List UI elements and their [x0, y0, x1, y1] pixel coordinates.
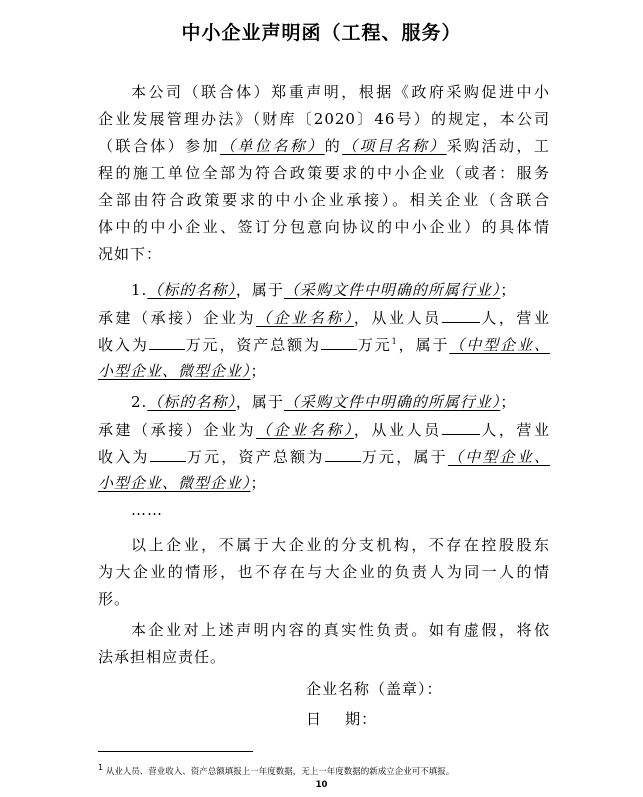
footnote — [98, 765, 454, 777]
para3-line-2: 法承担相应责任。 — [98, 648, 227, 666]
signature-date: 日 期： — [306, 710, 378, 728]
item-text: 万元，资产总额为 — [185, 448, 325, 466]
unit-name-field: （单位名称） — [220, 137, 325, 155]
intro-text: 的 — [324, 137, 343, 155]
subject-name-field: （标的名称） — [147, 281, 236, 299]
intro-line-2: 企业发展管理办法》（财库〔2020〕46号）的规定，本公司 — [98, 110, 550, 128]
signature-company: 企业名称（盖章）： — [306, 680, 443, 698]
item-text: ，从业人员 — [353, 421, 442, 439]
footnote-mark: 1 — [98, 763, 104, 773]
page-title: 中小企业声明函（工程、服务） — [181, 22, 462, 44]
item-text: 万元 — [360, 448, 397, 466]
subject-name-field: （标的名称） — [147, 393, 236, 411]
item-text: 人，营业 — [479, 421, 550, 439]
revenue-blank — [149, 334, 185, 350]
item-2-line-4 — [98, 473, 550, 493]
item-number: 2. — [131, 393, 148, 411]
staff-count-blank — [442, 307, 480, 323]
item-text: ，属于 — [396, 448, 448, 466]
enterprise-type-field: 小型企业、微型企业） — [98, 474, 251, 492]
item-text: 收入为 — [98, 336, 149, 354]
para3-line-1: 本企业对上述声明内容的真实性负责。如有虚假，将依 — [131, 621, 550, 639]
intro-line-5: 全部由符合政策要求的中小企业承接）。相关企业（含联合 — [98, 191, 550, 209]
item-text: 承建（承接）企业为 — [98, 309, 257, 327]
item-2-line-3 — [98, 446, 550, 467]
ellipsis: …… — [131, 501, 163, 519]
footnote-text: 从业人员、营业收入、资产总额填报上一年度数据，无上一年度数据的新成立企业可不填报。 — [103, 767, 455, 777]
intro-text: （联合体）参加 — [98, 137, 221, 155]
intro-line-3 — [98, 136, 550, 156]
item-number: 1. — [131, 281, 148, 299]
item-text: ； — [250, 474, 267, 492]
item-text: 收入为 — [98, 448, 150, 466]
industry-field: （采购文件中明确的所属行业） — [283, 393, 501, 411]
item-text: 人，营业 — [479, 309, 550, 327]
item-text: ，从业人员 — [353, 309, 442, 327]
item-text: ； — [500, 393, 517, 411]
item-text: ； — [500, 281, 517, 299]
page-number: 10 — [315, 780, 328, 790]
intro-line-7: 况如下： — [98, 245, 163, 263]
item-1-line-4 — [98, 361, 550, 381]
footnote-divider — [98, 751, 253, 752]
para2-line-3: 形。 — [98, 590, 131, 608]
intro-text: 采购活动，工 — [446, 137, 550, 155]
item-text: 万元 — [356, 336, 392, 354]
item-1-line-1 — [131, 280, 550, 300]
item-text: ，属于 — [397, 336, 450, 354]
item-1-line-3 — [98, 334, 550, 355]
company-name-field: （企业名称） — [256, 309, 354, 327]
enterprise-type-field: 小型企业、微型企业） — [98, 362, 251, 380]
item-text: 承建（承接）企业为 — [98, 421, 257, 439]
intro-line-4: 程的施工单位全部为符合政策要求的中小企业（或者：服务 — [98, 164, 550, 182]
staff-count-blank — [442, 419, 480, 435]
item-1-line-2 — [98, 307, 550, 328]
assets-blank — [325, 446, 361, 462]
enterprise-type-field: （中型企业、 — [447, 448, 550, 466]
intro-line-1: 本公司（联合体）郑重声明，根据《政府采购促进中小 — [131, 83, 550, 101]
item-text: ； — [250, 362, 267, 380]
assets-blank — [321, 334, 357, 350]
para2-line-1: 以上企业，不属于大企业的分支机构，不存在控股股东 — [131, 536, 550, 554]
company-name-field: （企业名称） — [256, 421, 354, 439]
item-text: ，属于 — [235, 393, 284, 411]
industry-field: （采购文件中明确的所属行业） — [283, 281, 501, 299]
footnote-ref: 1 — [391, 337, 398, 346]
item-2-line-2 — [98, 419, 550, 440]
enterprise-type-field: （中型企业、 — [449, 336, 550, 354]
item-text: 万元，资产总额为 — [184, 336, 321, 354]
project-name-field: （项目名称） — [342, 137, 447, 155]
intro-line-6: 体中的中小企业、签订分包意向协议的中小企业）的具体情 — [98, 218, 550, 236]
item-text: ，属于 — [235, 281, 284, 299]
para2-line-2: 为大企业的情形，也不存在与大企业的负责人为同一人的情 — [98, 563, 550, 581]
item-2-line-1 — [131, 392, 550, 412]
revenue-blank — [150, 446, 186, 462]
